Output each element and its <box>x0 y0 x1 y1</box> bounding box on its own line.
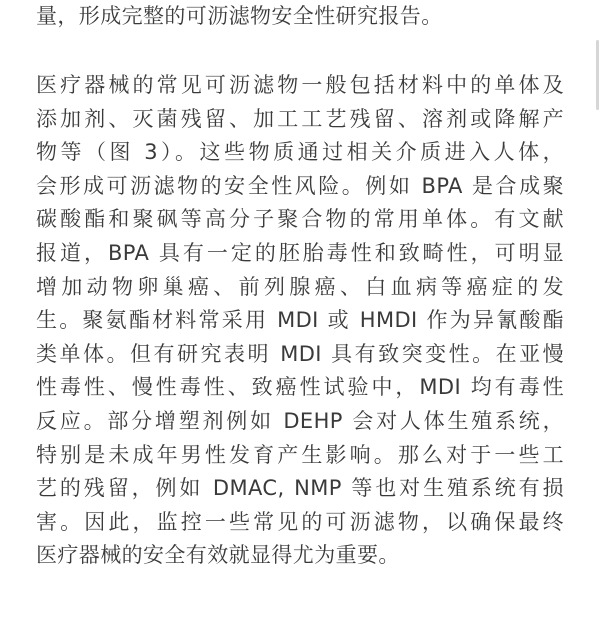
text-line: 害。因此，监控一些常见的可沥滤物，以确保最终 <box>36 509 564 534</box>
text-line: 量，形成完整的可沥滤物安全性研究报告。 <box>36 4 443 28</box>
text-line: 增加动物卵巢癌、前列腺癌、白血病等癌症的发 <box>36 274 564 299</box>
text-line: 医疗器械的安全有效就显得尤为重要。 <box>36 543 400 568</box>
text-line: 特别是未成年男性发育产生影响。那么对于一些工 <box>36 442 564 467</box>
text-line: 生。聚氨酯材料常采用 MDI 或 HMDI 作为异氰酸酯 <box>36 308 564 333</box>
text-line: 性毒性、慢性毒性、致癌性试验中，MDI 均有毒性 <box>36 375 564 400</box>
text-line: 反应。部分增塑剂例如 DEHP 会对人体生殖系统， <box>36 408 564 433</box>
text-line: 艺的残留，例如 DMAC, NMP 等也对生殖系统有损 <box>36 476 564 501</box>
text-line: 医疗器械的常见可沥滤物一般包括材料中的单体及 <box>36 73 564 97</box>
text-line: 类单体。但有研究表明 MDI 具有致突变性。在亚慢 <box>36 341 564 366</box>
article-body <box>36 0 564 573</box>
scrollbar-thumb[interactable] <box>596 40 599 110</box>
text-line: 报道，BPA 具有一定的胚胎毒性和致畸性，可明显 <box>36 240 564 265</box>
text-line: 物等（图 3）。这些物质通过相关介质进入人体， <box>36 140 564 165</box>
paragraph-main <box>36 69 564 573</box>
text-line: 碳酸酯和聚砜等高分子聚合物的常用单体。有文献 <box>36 207 564 232</box>
text-line: 会形成可沥滤物的安全性风险。例如 BPA 是合成聚 <box>36 173 564 198</box>
paragraph-top <box>36 0 564 33</box>
text-line: 添加剂、灭菌残留、加工工艺残留、溶剂或降解产 <box>36 106 564 131</box>
